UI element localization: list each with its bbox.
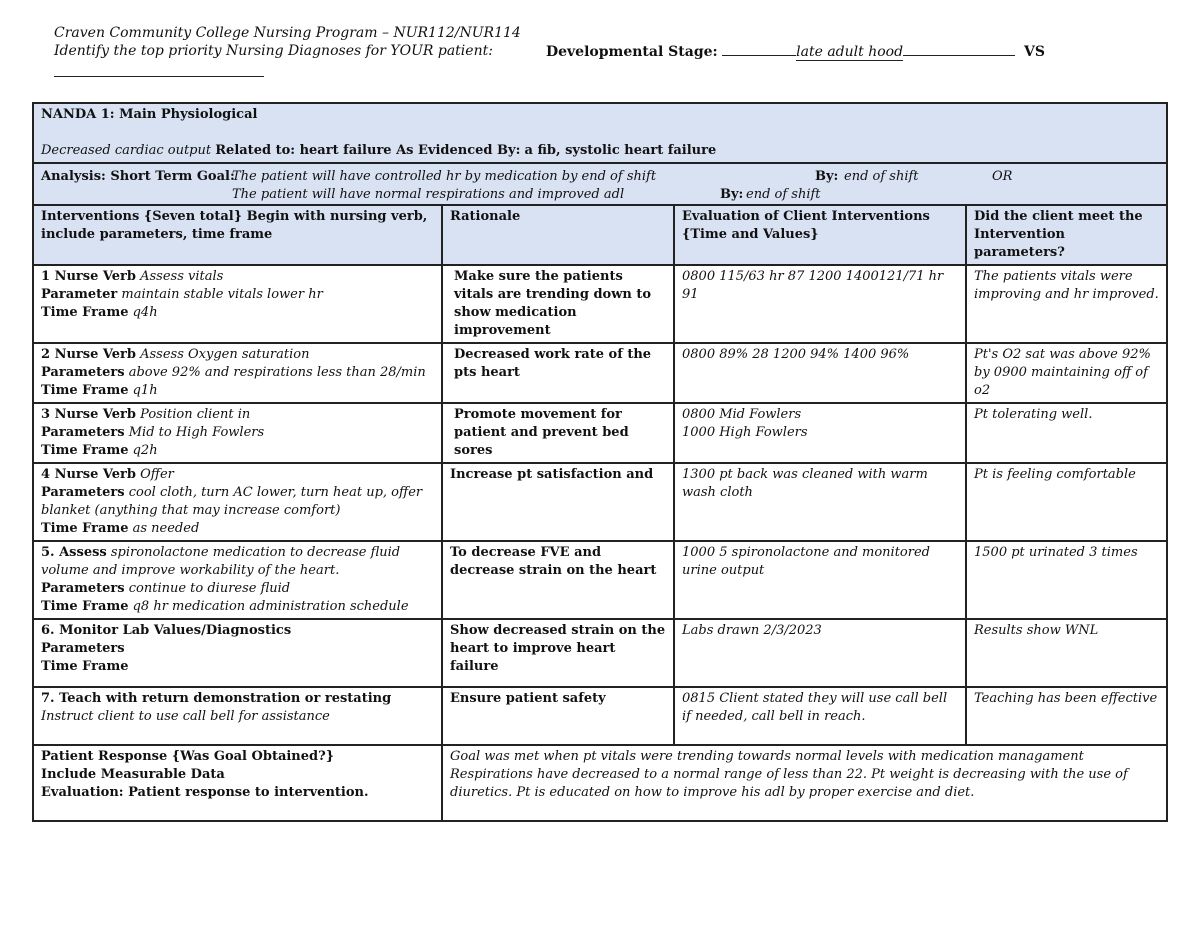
col-interventions-header: Interventions {Seven total} Begin with nursing verb, include parameters, time frame	[33, 205, 442, 265]
response-label-1: Patient Response {Was Goal Obtained?}	[41, 749, 335, 764]
verb-label: 4 Nurse Verb	[41, 467, 136, 482]
verb-label: 1 Nurse Verb	[41, 269, 136, 284]
time-frame-text: q2h	[132, 443, 158, 458]
met-cell: Teaching has been effective	[966, 687, 1167, 745]
column-header-row	[33, 205, 1167, 265]
time-frame-label: Time Frame	[41, 599, 129, 614]
time-frame-text: q4h	[132, 305, 158, 320]
verb-label: 6. Monitor Lab Values/Diagnostics	[41, 623, 292, 638]
parameter-text: continue to diurese fluid	[128, 581, 291, 596]
parameter-label: Parameters	[41, 581, 125, 596]
met-cell: The patients vitals were improving and hr improved.	[966, 265, 1167, 343]
rationale-cell: Decreased work rate of the pts heart	[442, 343, 674, 403]
developmental-stage-value: late adult hood	[796, 44, 904, 60]
parameter-text: above 92% and respirations less than 28/min	[128, 365, 426, 380]
evaluation-cell: 0800 115/63 hr 87 1200 1400121/71 hr 91	[674, 265, 966, 343]
goal-2: The patient will have normal respirations and improved adl	[232, 187, 625, 202]
vs-label: VS	[1023, 44, 1045, 60]
parameter-text: Mid to High Fowlers	[128, 425, 265, 440]
intervention-row-4	[33, 463, 1167, 541]
verb-text: Offer	[140, 467, 174, 482]
time-frame-label: Time Frame	[41, 383, 129, 398]
intervention-cell	[33, 541, 442, 619]
parameter-label: Parameter	[41, 287, 118, 302]
response-label-3: Evaluation: Patient response to intervention.	[41, 785, 369, 800]
nanda-evidence: a fib, systolic heart failure	[524, 143, 717, 158]
intervention-cell	[33, 343, 442, 403]
evaluation-cell: 0815 Client stated they will use call bell if needed, call bell in reach.	[674, 687, 966, 745]
rationale-cell: Show decreased strain on the heart to improve heart failure	[442, 619, 674, 687]
nanda-row	[33, 103, 1167, 163]
program-title: Craven Community College Nursing Program – NUR112/NUR114	[54, 25, 521, 41]
nanda-cell	[33, 103, 1167, 163]
goal-1-by-value: end of shift	[844, 169, 919, 184]
verb-label: 2 Nurse Verb	[41, 347, 136, 362]
goal-1-by-label: By:	[815, 169, 839, 184]
developmental-stage-label: Developmental Stage:	[546, 44, 718, 60]
patient-response-label-cell	[33, 745, 442, 821]
or-label: OR	[992, 169, 1013, 184]
analysis-row	[33, 163, 1167, 205]
identify-text: Identify the top priority Nursing Diagnoses for YOUR patient:	[54, 43, 493, 59]
intervention-row-2	[33, 343, 1167, 403]
evaluation-cell: 1000 5 spironolactone and monitored urine output	[674, 541, 966, 619]
intervention-cell	[33, 619, 442, 687]
intervention-row-3	[33, 403, 1167, 463]
met-cell: Pt tolerating well.	[966, 403, 1167, 463]
time-frame-text: q8 hr medication administration schedule	[132, 599, 409, 614]
care-plan-table	[32, 102, 1168, 822]
evaluation-line: 0800 Mid Fowlers	[682, 407, 802, 422]
verb-text: Assess Oxygen saturation	[140, 347, 310, 362]
verb-label: 7. Teach with return demonstration or restating	[41, 691, 392, 706]
time-frame-text: as needed	[132, 521, 200, 536]
nanda-diagnosis: Decreased cardiac output	[41, 143, 212, 158]
parameter-label: Parameters	[41, 425, 125, 440]
verb-text: spironolactone medication to decrease fluid volume and improve workability of the heart.	[41, 545, 401, 578]
intervention-row-5	[33, 541, 1167, 619]
evaluation-cell: 1300 pt back was cleaned with warm wash cloth	[674, 463, 966, 541]
verb-text: Assess vitals	[140, 269, 224, 284]
nanda-related-label: Related to: heart failure As Evidenced By:	[215, 143, 521, 158]
parameter-label: Parameters	[41, 485, 125, 500]
time-frame-label: Time Frame	[41, 659, 129, 674]
parameter-text: cool cloth, turn AC lower, turn heat up, offer blanket (anything that may increase comfort)	[41, 485, 423, 518]
met-cell: Results show WNL	[966, 619, 1167, 687]
goal-2-by-label: By:	[720, 187, 744, 202]
evaluation-cell: Labs drawn 2/3/2023	[674, 619, 966, 687]
rationale-cell: Ensure patient safety	[442, 687, 674, 745]
time-frame-label: Time Frame	[41, 521, 129, 536]
goal-2-by-value: end of shift	[746, 187, 821, 202]
rationale-cell: To decrease FVE and decrease strain on the heart	[442, 541, 674, 619]
intervention-cell	[33, 403, 442, 463]
evaluation-cell: 0800 89% 28 1200 94% 1400 96%	[674, 343, 966, 403]
analysis-label: Analysis: Short Term Goal:	[41, 169, 235, 184]
col-met-header: Did the client meet the Intervention parameters?	[966, 205, 1167, 265]
patient-response-row	[33, 745, 1167, 821]
header-row-2	[54, 42, 1174, 60]
parameter-text: maintain stable vitals lower hr	[121, 287, 323, 302]
analysis-goals	[41, 168, 1159, 204]
page-header	[54, 24, 1174, 77]
blank-line	[54, 64, 264, 77]
intervention-row-6	[33, 619, 1167, 687]
intervention-row-1	[33, 265, 1167, 343]
rationale-cell: Promote movement for patient and prevent bed sores	[442, 403, 674, 463]
met-cell: Pt's O2 sat was above 92% by 0900 maintaining off of o2	[966, 343, 1167, 403]
goal-1: The patient will have controlled hr by medication by end of shift	[232, 169, 657, 184]
parameter-label: Parameters	[41, 365, 125, 380]
nanda-title: NANDA 1: Main Physiological	[41, 107, 258, 122]
time-frame-text: q1h	[132, 383, 158, 398]
time-frame-label: Time Frame	[41, 443, 129, 458]
blank-line	[903, 42, 1015, 56]
patient-response-text: Goal was met when pt vitals were trending towards normal levels with medication managament Respirations have decreased to a normal range of less than 22. Pt weight is decreasing with the use of diuretics. Pt is educated on how to improve his adl by proper exercise and diet.	[442, 745, 1167, 821]
intervention-cell	[33, 265, 442, 343]
time-frame-label: Time Frame	[41, 305, 129, 320]
met-cell: 1500 pt urinated 3 times	[966, 541, 1167, 619]
developmental-stage	[546, 42, 1045, 61]
col-evaluation-header: Evaluation of Client Interventions {Time and Values}	[674, 205, 966, 265]
intervention-cell	[33, 463, 442, 541]
verb-text: Position client in	[140, 407, 251, 422]
blank-line	[722, 42, 796, 56]
met-cell: Pt is feeling comfortable	[966, 463, 1167, 541]
col-rationale-header: Rationale	[442, 205, 674, 265]
intervention-cell	[33, 687, 442, 745]
nanda-diagnosis-line	[41, 142, 1159, 160]
verb-label: 3 Nurse Verb	[41, 407, 136, 422]
evaluation-line: 1000 High Fowlers	[682, 425, 808, 440]
rationale-cell: Make sure the patients vitals are trending down to show medication improvement	[442, 265, 674, 343]
intervention-row-7	[33, 687, 1167, 745]
instruct-text: Instruct client to use call bell for assistance	[41, 709, 330, 724]
verb-label: 5. Assess	[41, 545, 107, 560]
analysis-cell	[33, 163, 1167, 205]
evaluation-cell	[674, 403, 966, 463]
rationale-cell: Increase pt satisfaction and	[442, 463, 674, 541]
parameter-label: Parameters	[41, 641, 125, 656]
response-label-2: Include Measurable Data	[41, 767, 225, 782]
